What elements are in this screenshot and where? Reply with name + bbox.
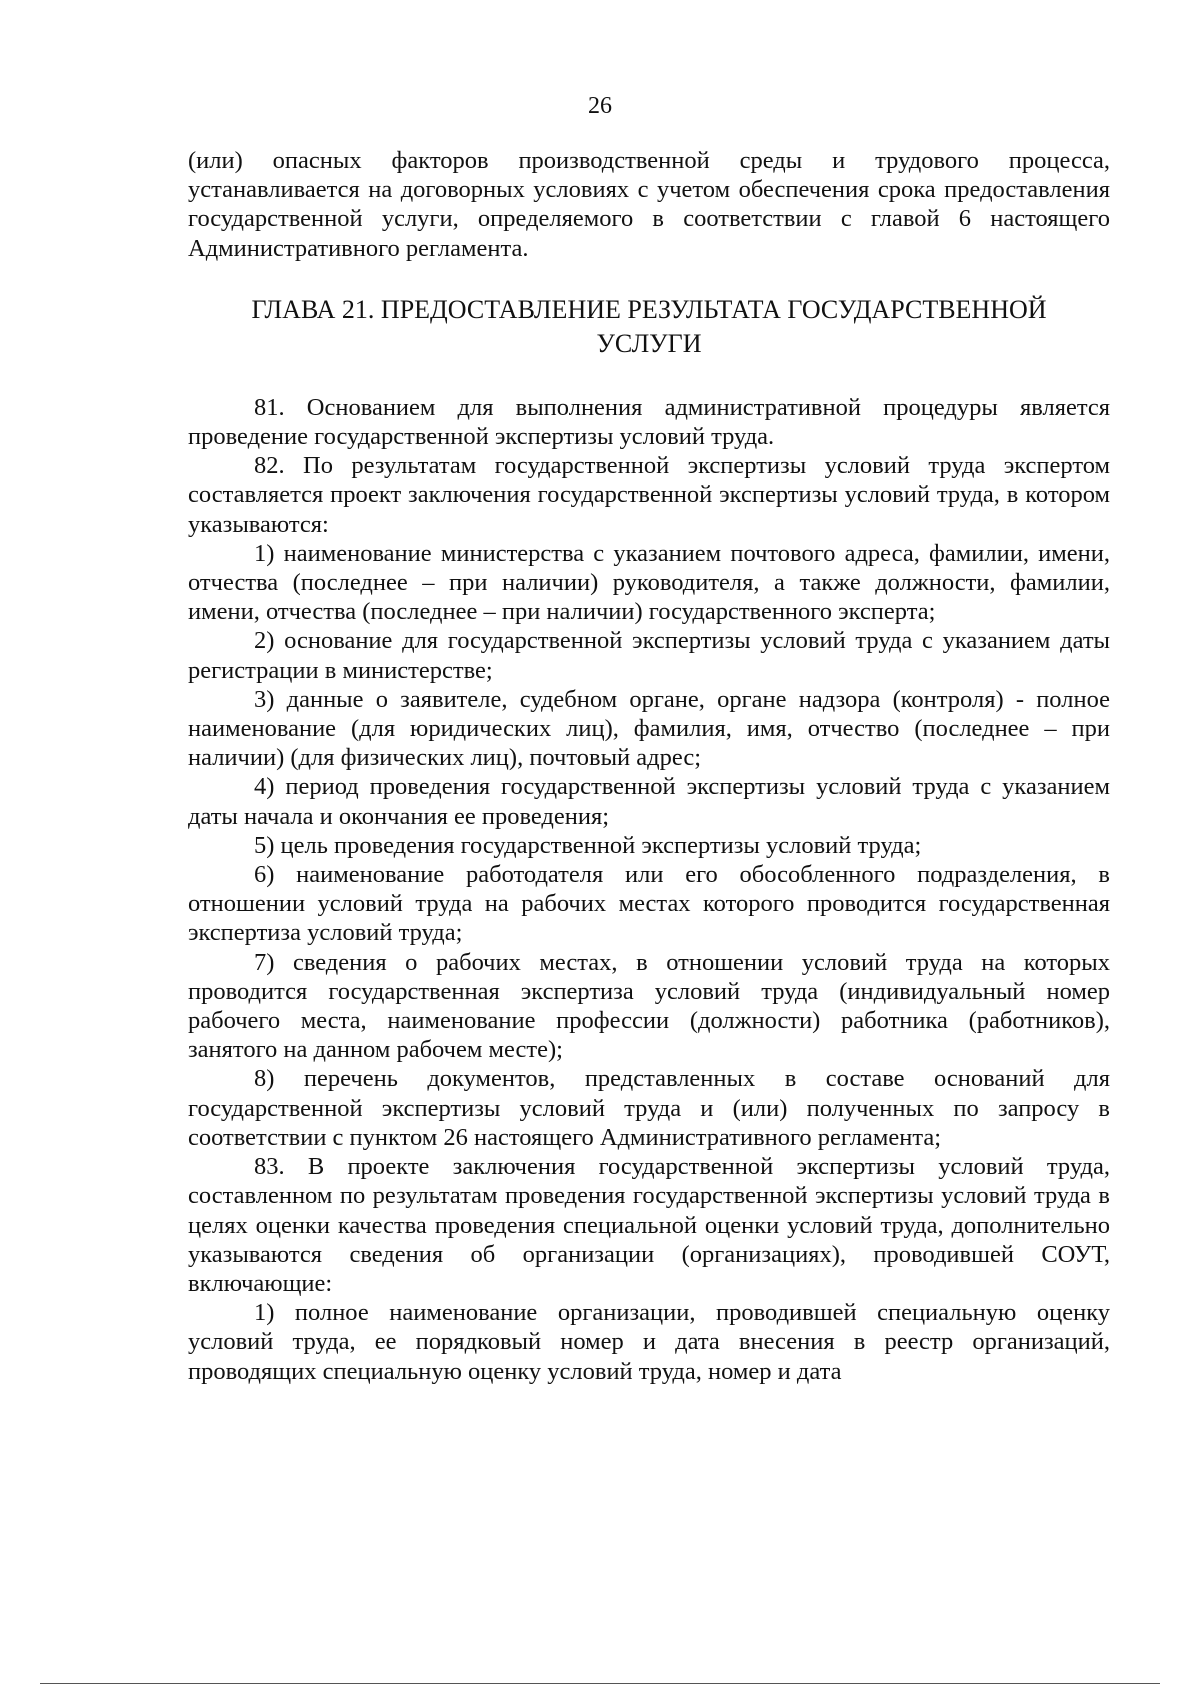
list-item-2: 2) основание для государственной экспертизы условий труда с указанием даты регистрации в министерстве; — [188, 627, 1110, 684]
list-item-3: 3) данные о заявителе, судебном органе, органе надзора (контроля) - полное наименование (для юридических лиц), фамилия, имя, отчество (последнее – при наличии) (для физических лиц), почтовый адрес; — [188, 685, 1110, 772]
paragraph-83: 83. В проекте заключения государственной экспертизы условий труда, составленном по результатам проведения государственной экспертизы условий труда в целях оценки качества проведения специальной оценки условий труда, дополнительно указываются сведения об организации (организациях), проводившей СОУТ, включающие: — [188, 1153, 1110, 1297]
list-item-6: 6) наименование работодателя или его обособленного подразделения, в отношении условий труда на рабочих местах которого проводится государственная экспертиза условий труда; — [188, 861, 1110, 947]
list-item-5: 5) цель проведения государственной экспертизы условий труда; — [254, 831, 922, 859]
sublist-item-1: 1) полное наименование организации, проводившей специальную оценку условий труда, ее порядковый номер и дата внесения в реестр организаций, проводящих специальную оценку условий труда, номер и дата — [188, 1299, 1110, 1385]
page-bottom-divider — [40, 1683, 1160, 1684]
list-item-7: 7) сведения о рабочих местах, в отношении условий труда на которых проводится государственная экспертиза условий труда (индивидуальный номер рабочего места, наименование профессии (должности) работника (работников), занятого на данном рабочем месте); — [188, 948, 1110, 1064]
document-body — [188, 146, 1110, 1386]
paragraph-82: 82. По результатам государственной экспертизы условий труда экспертом составляется проект заключения государственной экспертизы условий труда, в котором указываются: — [188, 452, 1110, 538]
list-item-1: 1) наименование министерства с указанием почтового адреса, фамилии, имени, отчества (последнее – при наличии) руководителя, а также должности, фамилии, имени, отчества (последнее – при наличии) государственного эксперта; — [188, 539, 1110, 626]
list-item-4: 4) период проведения государственной экспертизы условий труда с указанием даты начала и окончания ее проведения; — [188, 773, 1110, 830]
chapter-title: ГЛАВА 21. ПРЕДОСТАВЛЕНИЕ РЕЗУЛЬТАТА ГОСУДАРСТВЕННОЙ УСЛУГИ — [251, 294, 1047, 358]
paragraph-81: 81. Основанием для выполнения административной процедуры является проведение государственной экспертизы условий труда. — [188, 393, 1110, 451]
list-item-8: 8) перечень документов, представленных в составе оснований для государственной экспертизы условий труда и (или) полученных по запросу в соответствии с пунктом 26 настоящего Административного регламента; — [188, 1065, 1110, 1151]
page-number: 26 — [588, 93, 612, 119]
intro-paragraph: (или) опасных факторов производственной среды и трудового процесса, устанавливается на договорных условиях с учетом обеспечения срока предоставления государственной услуги, определяемого в соответствии с главой 6 настоящего Административного регламента. — [188, 147, 1110, 262]
